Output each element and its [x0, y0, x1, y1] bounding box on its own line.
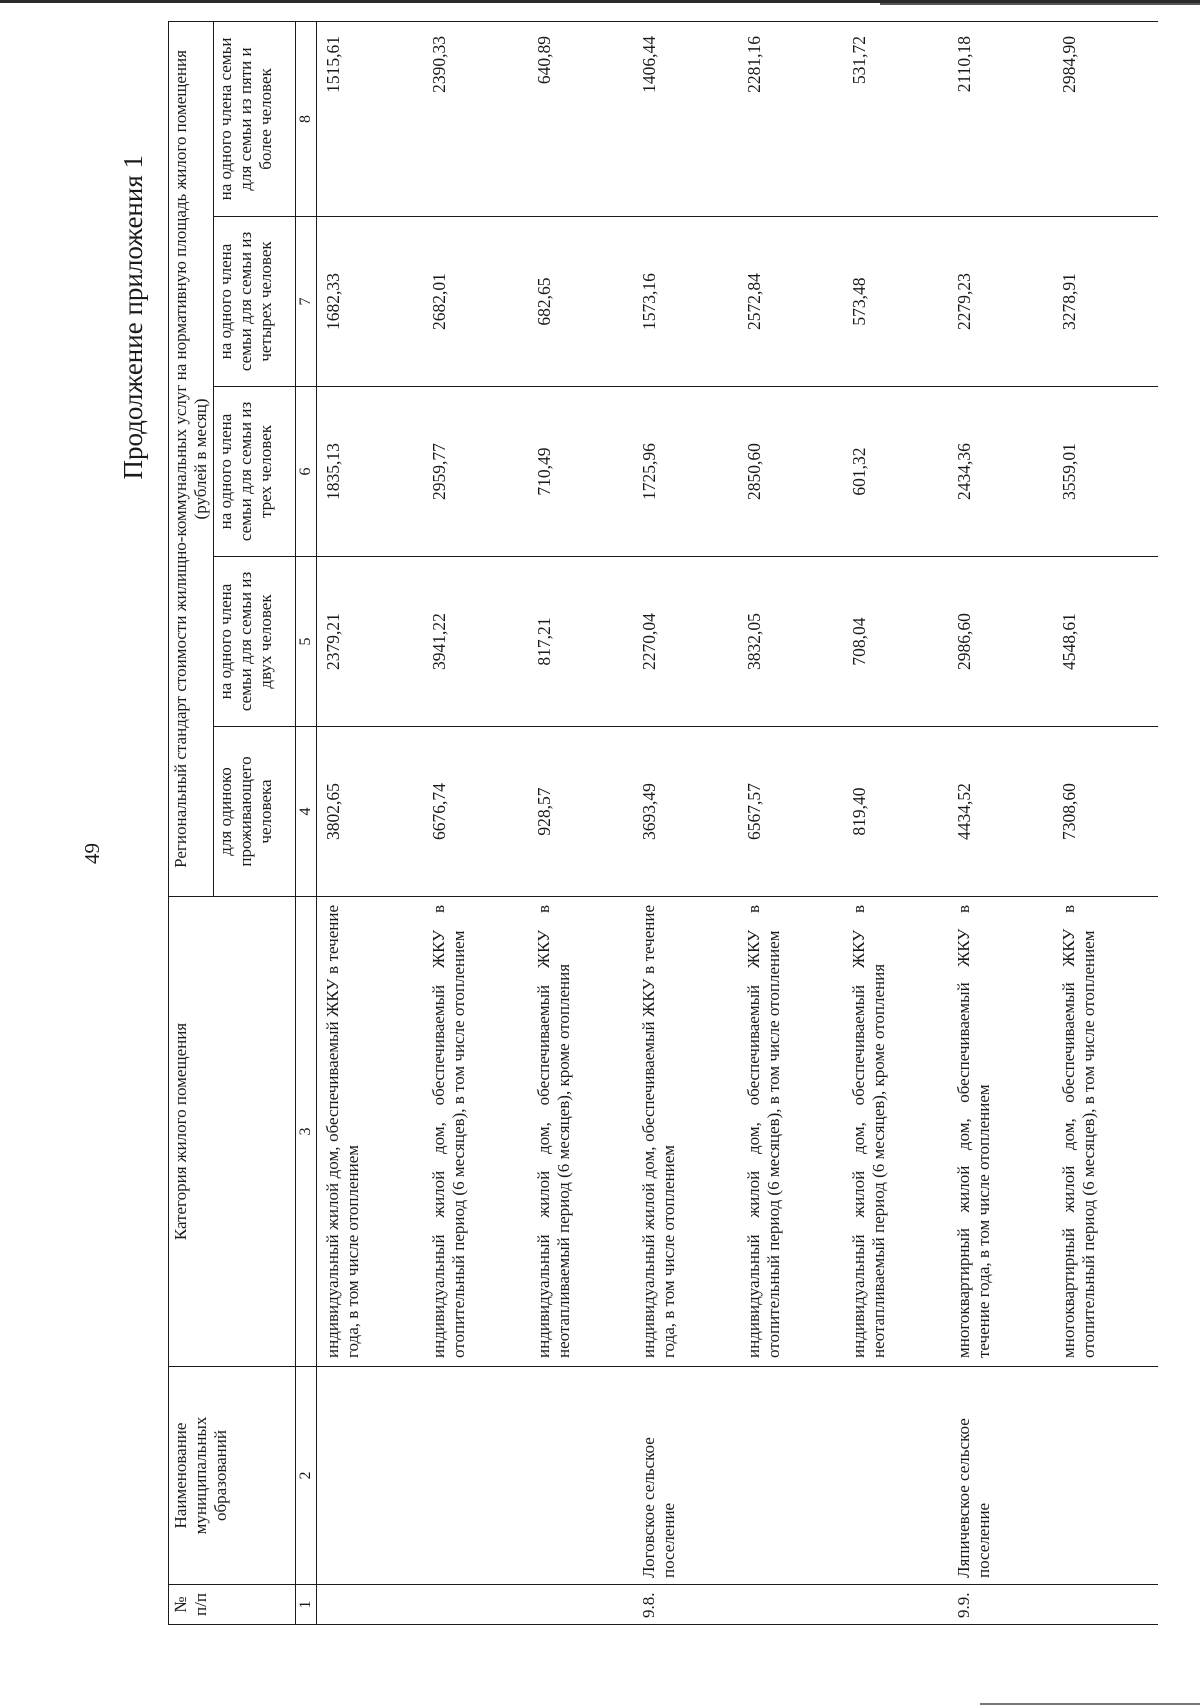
housing-category: индивидуальный жилой дом, обеспечиваемый ЖКУ в неотапливаемый период (6 месяцев), кроме отопления	[528, 897, 633, 1367]
value-family-3: 1725,96	[633, 387, 738, 557]
value-family-2: 2379,21	[317, 557, 423, 727]
value-family-5plus: 2984,90	[1053, 21, 1158, 216]
table-row	[633, 21, 738, 1624]
municipality-name	[1053, 1367, 1158, 1585]
table-row	[948, 21, 1053, 1624]
value-family-4: 2682,01	[423, 217, 528, 387]
municipality-name	[738, 1367, 843, 1585]
municipality-name	[528, 1367, 633, 1585]
value-single: 928,57	[528, 727, 633, 897]
header-standard-group: Региональный стандарт стоимости жилищно-коммунальных услуг на нормативную площадь жилого помещения (рублей в месяц)	[169, 21, 214, 896]
value-family-2: 3832,05	[738, 557, 843, 727]
value-family-2: 3941,22	[423, 557, 528, 727]
value-family-3: 1835,13	[317, 387, 423, 557]
value-single: 6676,74	[423, 727, 528, 897]
header-category: Категория жилого помещения	[169, 897, 296, 1367]
value-family-4: 3278,91	[1053, 217, 1158, 387]
row-number	[423, 1585, 528, 1625]
value-family-5plus: 2281,16	[738, 21, 843, 216]
table-row	[423, 21, 528, 1624]
value-single: 3802,65	[317, 727, 423, 897]
value-family-4: 1682,33	[317, 217, 423, 387]
row-number	[843, 1585, 948, 1625]
column-number: 1	[296, 1585, 317, 1625]
table-row	[317, 21, 423, 1624]
header-npp: № п/п	[169, 1585, 296, 1625]
value-family-5plus: 1406,44	[633, 21, 738, 216]
value-family-4: 2572,84	[738, 217, 843, 387]
header-col6: на одного члена семьи для семьи из трех человек	[214, 387, 296, 557]
value-family-5plus: 2110,18	[948, 21, 1053, 216]
value-single: 7308,60	[1053, 727, 1158, 897]
row-number	[528, 1585, 633, 1625]
value-family-5plus: 640,89	[528, 21, 633, 216]
value-family-3: 710,49	[528, 387, 633, 557]
column-number: 2	[296, 1367, 317, 1585]
municipality-name	[423, 1367, 528, 1585]
header-col4: для одиноко проживающего человека	[214, 727, 296, 897]
row-number: 9.9.	[948, 1585, 1053, 1625]
value-single: 6567,57	[738, 727, 843, 897]
header-municipality: Наименование муниципальных образований	[169, 1367, 296, 1585]
value-family-2: 4548,61	[1053, 557, 1158, 727]
housing-cost-standard-table	[168, 21, 1158, 1625]
value-family-5plus: 1515,61	[317, 21, 423, 216]
value-single: 819,40	[843, 727, 948, 897]
value-single: 4434,52	[948, 727, 1053, 897]
row-number	[317, 1585, 423, 1625]
housing-category: индивидуальный жилой дом, обеспечиваемый ЖКУ в течение года, в том числе отоплением	[633, 897, 738, 1367]
value-family-5plus: 531,72	[843, 21, 948, 216]
column-number: 5	[296, 557, 317, 727]
value-family-3: 601,32	[843, 387, 948, 557]
housing-category: многоквартирный жилой дом, обеспечиваемый ЖКУ в течение года, в том числе отоплением	[948, 897, 1053, 1367]
column-number: 8	[296, 21, 317, 216]
table-row	[528, 21, 633, 1624]
value-family-5plus: 2390,33	[423, 21, 528, 216]
housing-category: индивидуальный жилой дом, обеспечиваемый ЖКУ в течение года, в том числе отоплением	[317, 897, 423, 1367]
value-single: 3693,49	[633, 727, 738, 897]
value-family-4: 682,65	[528, 217, 633, 387]
table-row	[1053, 21, 1158, 1624]
municipality-name	[843, 1367, 948, 1585]
column-number: 6	[296, 387, 317, 557]
value-family-3: 2850,60	[738, 387, 843, 557]
continuation-title: Продолжение приложения 1	[118, 155, 148, 480]
value-family-2: 708,04	[843, 557, 948, 727]
value-family-2: 817,21	[528, 557, 633, 727]
value-family-2: 2986,60	[948, 557, 1053, 727]
column-number-row	[296, 21, 317, 1624]
value-family-4: 2279,23	[948, 217, 1053, 387]
value-family-2: 2270,04	[633, 557, 738, 727]
row-number	[738, 1585, 843, 1625]
housing-category: индивидуальный жилой дом, обеспечиваемый ЖКУ в отопительный период (6 месяцев), в том числе отоплением	[738, 897, 843, 1367]
header-col5: на одного члена семьи для семьи из двух человек	[214, 557, 296, 727]
column-number: 4	[296, 727, 317, 897]
municipality-name: Ляпичевское сельское поселение	[948, 1367, 1053, 1585]
value-family-4: 1573,16	[633, 217, 738, 387]
housing-category: индивидуальный жилой дом, обеспечиваемый ЖКУ в неотапливаемый период (6 месяцев), кроме отопления	[843, 897, 948, 1367]
column-number: 7	[296, 217, 317, 387]
header-col8: на одного члена семьи для семьи из пяти и более человек	[214, 21, 296, 216]
table-row	[843, 21, 948, 1624]
municipality-name: Логовское сельское поселение	[633, 1367, 738, 1585]
header-col7: на одного члена семьи для семьи из четырех человек	[214, 217, 296, 387]
housing-category: многоквартирный жилой дом, обеспечиваемый ЖКУ в отопительный период (6 месяцев), в том числе отоплением	[1053, 897, 1158, 1367]
value-family-3: 2434,36	[948, 387, 1053, 557]
column-number: 3	[296, 897, 317, 1367]
table-row	[738, 21, 843, 1624]
municipality-name	[317, 1367, 423, 1585]
value-family-3: 2959,77	[423, 387, 528, 557]
value-family-4: 573,48	[843, 217, 948, 387]
row-number	[1053, 1585, 1158, 1625]
table-body	[317, 21, 1158, 1624]
housing-category: индивидуальный жилой дом, обеспечиваемый ЖКУ в отопительный период (6 месяцев), в том числе отоплением	[423, 897, 528, 1367]
row-number: 9.8.	[633, 1585, 738, 1625]
page-number: 49	[80, 843, 104, 864]
table-header	[169, 21, 317, 1624]
value-family-3: 3559,01	[1053, 387, 1158, 557]
